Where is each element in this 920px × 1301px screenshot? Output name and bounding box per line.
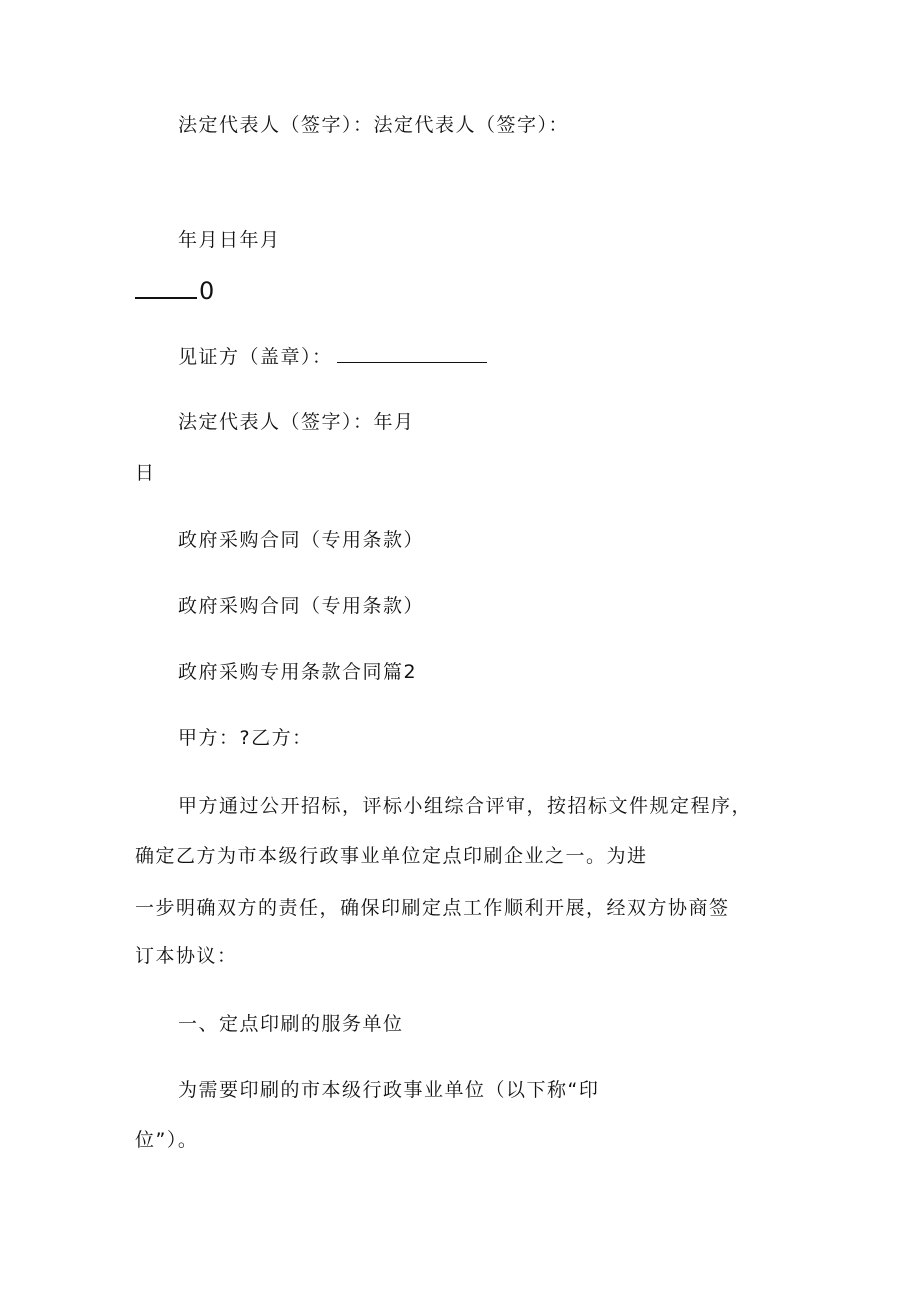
contract-title-2: 政府采购合同（专用条款）	[178, 595, 425, 617]
blank-field	[135, 276, 214, 306]
body-paragraph-line: 一步明确双方的责任，确保印刷定点工作顺利开展，经双方协商签	[135, 897, 730, 919]
contract-title-1: 政府采购合同（专用条款）	[178, 529, 425, 551]
body-paragraph-line: 甲方通过公开招标，评标小组综合评审，按招标文件规定程序，	[178, 795, 753, 817]
witness-line	[178, 344, 487, 369]
body-paragraph-line: 确定乙方为市本级行政事业单位定点印刷企业之一。为进	[135, 845, 648, 867]
body-paragraph-line: 位”）。	[135, 1129, 199, 1151]
witness-blank	[337, 344, 487, 363]
section-heading: 一、定点印刷的服务单位	[178, 1013, 404, 1035]
signature-line: 法定代表人（签字）：法定代表人（签字）：	[178, 114, 570, 136]
blank-suffix: 0	[199, 277, 215, 305]
witness-label: 见证方（盖章）：	[178, 346, 333, 368]
body-paragraph-line: 订本协议：	[135, 945, 238, 967]
date-line: 年月日年月	[178, 229, 281, 251]
day-line: 日	[135, 462, 156, 484]
contract-heading: 政府采购专用条款合同篇2	[178, 661, 418, 683]
underline-rule	[135, 277, 197, 299]
signature-line-2: 法定代表人（签字）：年月	[178, 411, 415, 433]
parties-line: 甲方：?乙方：	[178, 727, 313, 749]
body-paragraph-line: 为需要印刷的市本级行政事业单位（以下称“印	[178, 1079, 600, 1101]
